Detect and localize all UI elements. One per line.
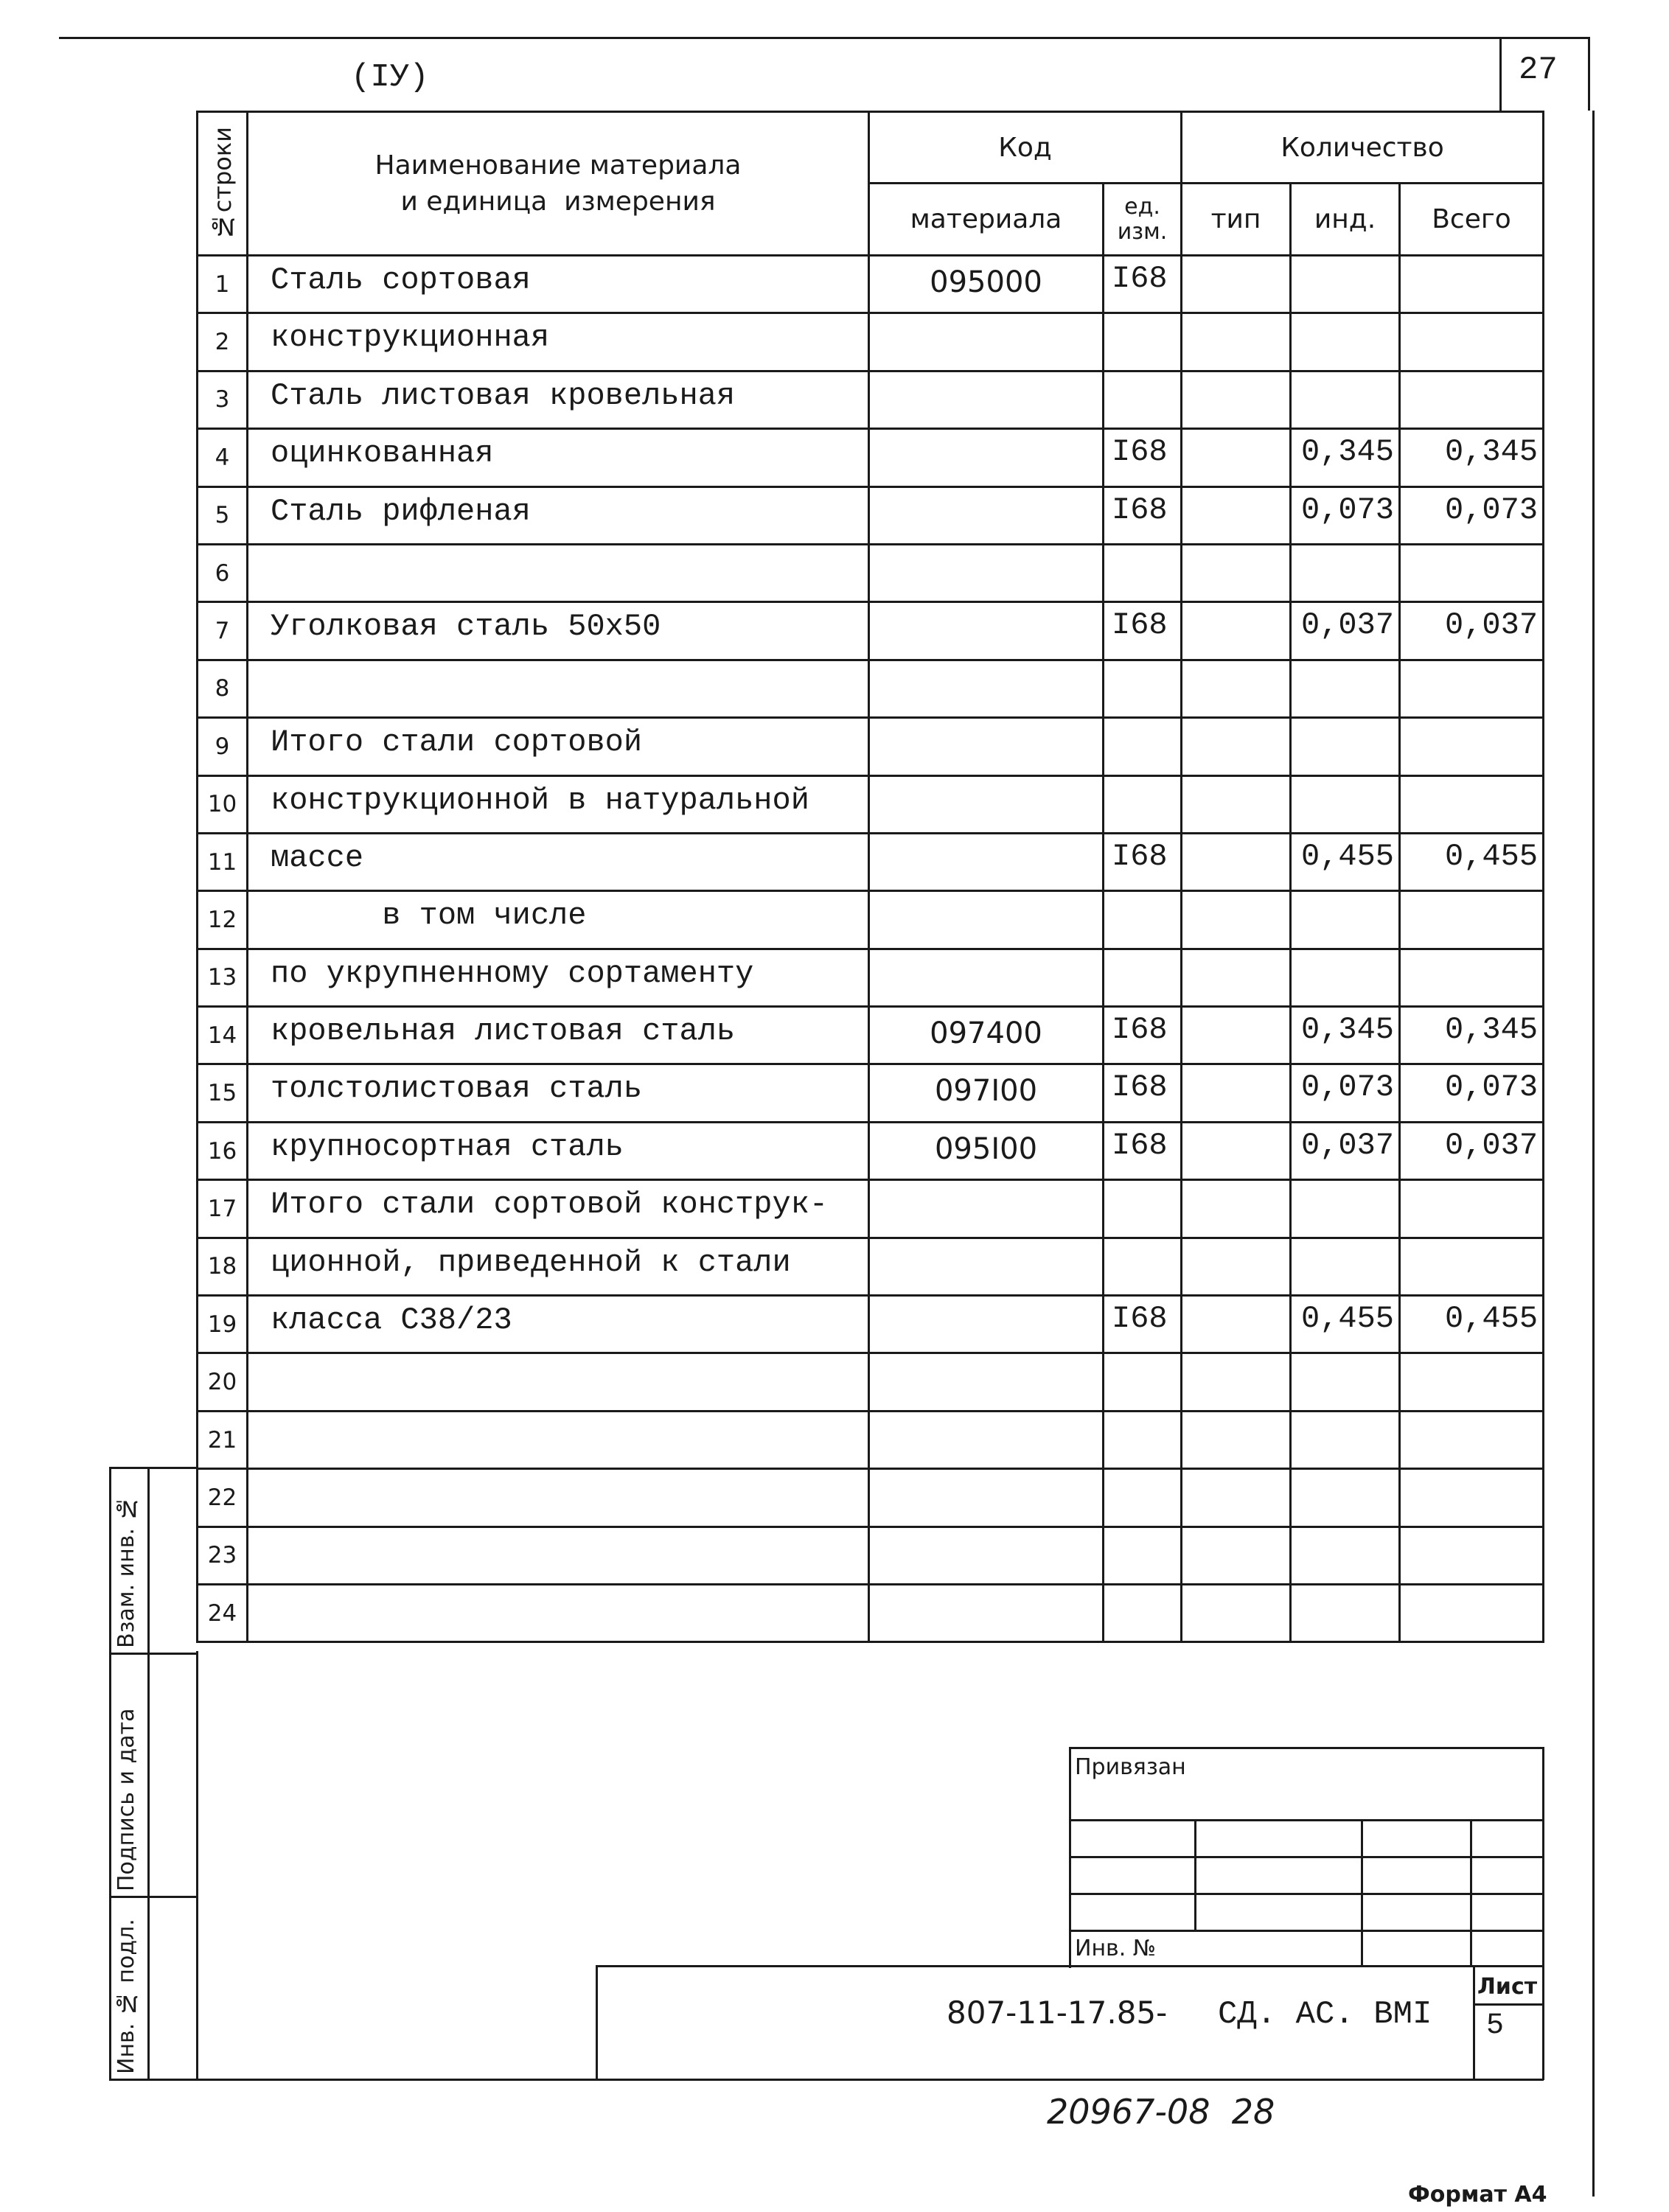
- table-row: [198, 1180, 1544, 1238]
- unit-code: I68: [1104, 486, 1182, 544]
- material-code: [869, 486, 1104, 544]
- qty-typ: [1182, 949, 1291, 1006]
- unit-code: I68: [1104, 1122, 1182, 1179]
- qty-typ: [1182, 1180, 1291, 1238]
- qty-ind: 0,345: [1291, 1007, 1400, 1064]
- material-name: ционной, приведенной к стали: [248, 1238, 869, 1295]
- qty-typ: [1182, 313, 1291, 371]
- unit-code: I68: [1104, 429, 1182, 486]
- qty-total: [1400, 1527, 1544, 1584]
- unit-code: I68: [1104, 256, 1182, 313]
- row-number: 20: [198, 1353, 248, 1411]
- material-name: Уголковая сталь 50x50: [248, 602, 869, 660]
- table-row: [198, 602, 1544, 660]
- table-row: [198, 1411, 1544, 1468]
- material-code: 097400: [869, 1007, 1104, 1064]
- qty-ind: [1291, 1411, 1400, 1468]
- qty-ind: [1291, 1469, 1400, 1527]
- stamp-col1: [1194, 1819, 1196, 1930]
- qty-total: 0,455: [1400, 1296, 1544, 1353]
- unit-code: [1104, 544, 1182, 601]
- material-name: конструкционной в натуральной: [248, 775, 869, 833]
- qty-typ: [1182, 1353, 1291, 1411]
- materials-table: [196, 111, 1544, 1643]
- material-code: [869, 1238, 1104, 1295]
- qty-total: [1400, 1353, 1544, 1411]
- qty-ind: [1291, 313, 1400, 371]
- material-code: [869, 1411, 1104, 1468]
- qty-total: [1400, 718, 1544, 775]
- qty-typ: [1182, 1584, 1291, 1641]
- row-number: 9: [198, 718, 248, 775]
- stamp-doc-code-handwritten: 807-11-17.85-: [947, 1995, 1168, 2031]
- qty-ind: 0,037: [1291, 602, 1400, 660]
- qty-ind: [1291, 775, 1400, 833]
- unit-code: [1104, 1238, 1182, 1295]
- material-name: [248, 660, 869, 717]
- row-number: 22: [198, 1469, 248, 1527]
- header-typ: тип: [1182, 184, 1291, 256]
- qty-typ: [1182, 429, 1291, 486]
- row-number: 11: [198, 833, 248, 890]
- material-code: 095000: [869, 256, 1104, 313]
- unit-code: [1104, 891, 1182, 949]
- qty-ind: [1291, 1238, 1400, 1295]
- stamp-top: [1069, 1747, 1544, 1749]
- header-name: [248, 112, 869, 256]
- material-code: [869, 544, 1104, 601]
- qty-ind: 0,073: [1291, 486, 1400, 544]
- table-body: [198, 256, 1544, 1642]
- stamp-col3: [1470, 1819, 1472, 1967]
- material-name: Итого стали сортовой: [248, 718, 869, 775]
- row-number: 16: [198, 1122, 248, 1179]
- material-name: массе: [248, 833, 869, 890]
- top-border-line: [59, 37, 1589, 39]
- row-number: 6: [198, 544, 248, 601]
- table-row: [198, 1238, 1544, 1295]
- qty-ind: 0,345: [1291, 429, 1400, 486]
- header-total: Всего: [1400, 184, 1544, 256]
- unit-code: [1104, 1411, 1182, 1468]
- qty-total: 0,073: [1400, 1064, 1544, 1122]
- qty-typ: [1182, 660, 1291, 717]
- qty-total: 0,073: [1400, 486, 1544, 544]
- table-row: [198, 891, 1544, 949]
- qty-typ: [1182, 1064, 1291, 1122]
- material-name: [248, 1353, 869, 1411]
- unit-code: [1104, 371, 1182, 428]
- side-label-vzam: Взам. инв. №: [114, 1495, 139, 1648]
- material-name: по укрупненному сортаменту: [248, 949, 869, 1006]
- material-name: [248, 1411, 869, 1468]
- page-number: 27: [1519, 52, 1558, 88]
- qty-ind: [1291, 544, 1400, 601]
- qty-typ: [1182, 833, 1291, 890]
- qty-typ: [1182, 1411, 1291, 1468]
- header-name-line2: и единица измерения: [400, 186, 716, 217]
- qty-typ: [1182, 1296, 1291, 1353]
- qty-ind: [1291, 1180, 1400, 1238]
- qty-total: [1400, 1411, 1544, 1468]
- right-border-line: [1592, 111, 1595, 2197]
- qty-total: [1400, 1238, 1544, 1295]
- qty-ind: 0,037: [1291, 1122, 1400, 1179]
- qty-ind: [1291, 1584, 1400, 1641]
- stamp-sheet-value: 5: [1486, 2009, 1505, 2042]
- header-ind: инд.: [1291, 184, 1400, 256]
- qty-typ: [1182, 256, 1291, 313]
- unit-code: [1104, 660, 1182, 717]
- qty-typ: [1182, 544, 1291, 601]
- material-name: кровельная листовая сталь: [248, 1007, 869, 1064]
- unit-code: [1104, 1469, 1182, 1527]
- row-number: 19: [198, 1296, 248, 1353]
- unit-code: I68: [1104, 833, 1182, 890]
- material-name: Сталь сортовая: [248, 256, 869, 313]
- material-code: [869, 1180, 1104, 1238]
- table-row: [198, 1584, 1544, 1641]
- qty-ind: [1291, 371, 1400, 428]
- table-row: [198, 949, 1544, 1006]
- qty-typ: [1182, 891, 1291, 949]
- side-frame-left: [109, 1467, 111, 2080]
- qty-total: [1400, 313, 1544, 371]
- unit-code: I68: [1104, 1064, 1182, 1122]
- material-code: [869, 1296, 1104, 1353]
- row-number: 2: [198, 313, 248, 371]
- qty-total: [1400, 891, 1544, 949]
- row-number: 24: [198, 1584, 248, 1641]
- row-number: 7: [198, 602, 248, 660]
- table-row: [198, 718, 1544, 775]
- qty-typ: [1182, 1527, 1291, 1584]
- header-qty-group: Количество: [1182, 112, 1544, 184]
- material-code: [869, 660, 1104, 717]
- header-row-no: [198, 112, 248, 256]
- qty-ind: 0,455: [1291, 1296, 1400, 1353]
- qty-total: 0,345: [1400, 1007, 1544, 1064]
- qty-ind: [1291, 718, 1400, 775]
- row-number: 1: [198, 256, 248, 313]
- row-number: 4: [198, 429, 248, 486]
- table-row: [198, 313, 1544, 371]
- table-row: [198, 1469, 1544, 1527]
- qty-typ: [1182, 718, 1291, 775]
- qty-ind: [1291, 949, 1400, 1006]
- qty-typ: [1182, 775, 1291, 833]
- qty-typ: [1182, 371, 1291, 428]
- material-code: 095I00: [869, 1122, 1104, 1179]
- table-row: [198, 1353, 1544, 1411]
- qty-total: 0,037: [1400, 602, 1544, 660]
- material-name: [248, 544, 869, 601]
- material-name: Итого стали сортовой конструк-: [248, 1180, 869, 1238]
- side-frame-mid: [147, 1467, 150, 2080]
- material-code: [869, 371, 1104, 428]
- side-frame-bottom: [109, 2079, 1544, 2081]
- row-number: 10: [198, 775, 248, 833]
- table-row: [198, 544, 1544, 601]
- material-code: [869, 891, 1104, 949]
- main-frame-left: [196, 1651, 198, 2080]
- qty-total: 0,345: [1400, 429, 1544, 486]
- row-number: 23: [198, 1527, 248, 1584]
- stamp-sheet-left: [1473, 1965, 1475, 2080]
- material-name: [248, 1469, 869, 1527]
- stamp-doc-code-typed: СД. АС. ВМI: [1218, 1996, 1432, 2033]
- material-code: [869, 949, 1104, 1006]
- qty-typ: [1182, 1007, 1291, 1064]
- row-number: 18: [198, 1238, 248, 1295]
- stamp-sheet-mid: [1473, 2003, 1544, 2006]
- table-row: [198, 775, 1544, 833]
- material-code: [869, 602, 1104, 660]
- unit-code: I68: [1104, 602, 1182, 660]
- unit-code: [1104, 949, 1182, 1006]
- table-row: [198, 833, 1544, 890]
- qty-ind: [1291, 256, 1400, 313]
- stamp-row4: [1069, 1930, 1544, 1932]
- qty-total: [1400, 371, 1544, 428]
- material-name: в том числе: [248, 891, 869, 949]
- side-frame-div2: [109, 1896, 196, 1898]
- stamp-row2: [1069, 1856, 1544, 1858]
- material-code: [869, 1353, 1104, 1411]
- qty-total: [1400, 1584, 1544, 1641]
- unit-code: [1104, 1584, 1182, 1641]
- qty-typ: [1182, 1469, 1291, 1527]
- unit-code: [1104, 1180, 1182, 1238]
- footer-handwritten-number: 20967-08 28: [1047, 2092, 1275, 2132]
- table-row: [198, 660, 1544, 717]
- row-number: 14: [198, 1007, 248, 1064]
- header-unit: ед. изм.: [1104, 184, 1182, 256]
- qty-total: 0,455: [1400, 833, 1544, 890]
- unit-code: [1104, 1527, 1182, 1584]
- table-row: [198, 371, 1544, 428]
- stamp-right: [1542, 1747, 1544, 2080]
- page-number-box-right: [1588, 37, 1590, 111]
- material-code: [869, 1469, 1104, 1527]
- unit-code: I68: [1104, 1007, 1182, 1064]
- table-row: [198, 486, 1544, 544]
- stamp-col2: [1361, 1819, 1363, 1967]
- stamp-main-left: [596, 1965, 598, 2080]
- table-row: [198, 429, 1544, 486]
- unit-code: [1104, 313, 1182, 371]
- qty-ind: 0,455: [1291, 833, 1400, 890]
- qty-total: [1400, 256, 1544, 313]
- side-label-inv-podl: Инв. № подл.: [114, 1919, 139, 2074]
- section-label: (IУ): [351, 59, 429, 96]
- row-number: 21: [198, 1411, 248, 1468]
- row-number: 15: [198, 1064, 248, 1122]
- qty-ind: [1291, 660, 1400, 717]
- unit-code: [1104, 1353, 1182, 1411]
- material-name: Сталь рифленая: [248, 486, 869, 544]
- qty-total: [1400, 775, 1544, 833]
- row-number: 3: [198, 371, 248, 428]
- stamp-sheet-label: Лист: [1477, 1974, 1538, 2000]
- material-code: [869, 1584, 1104, 1641]
- row-number: 12: [198, 891, 248, 949]
- material-name: класса С38/23: [248, 1296, 869, 1353]
- table-row: [198, 1007, 1544, 1064]
- table-row: [198, 1527, 1544, 1584]
- stamp-main-top: [596, 1965, 1544, 1967]
- qty-ind: [1291, 1527, 1400, 1584]
- header-material: материала: [869, 184, 1104, 256]
- stamp-inv-no: Инв. №: [1075, 1936, 1157, 1961]
- side-frame-div1: [109, 1653, 196, 1655]
- unit-code: I68: [1104, 1296, 1182, 1353]
- material-code: [869, 775, 1104, 833]
- row-number: 8: [198, 660, 248, 717]
- material-name: оцинкованная: [248, 429, 869, 486]
- qty-total: [1400, 949, 1544, 1006]
- row-number: 5: [198, 486, 248, 544]
- qty-total: 0,037: [1400, 1122, 1544, 1179]
- material-code: [869, 313, 1104, 371]
- material-name: [248, 1527, 869, 1584]
- table-row: [198, 1122, 1544, 1179]
- material-name: толстолистовая сталь: [248, 1064, 869, 1122]
- table-row: [198, 256, 1544, 313]
- material-name: крупносортная сталь: [248, 1122, 869, 1179]
- qty-total: [1400, 1469, 1544, 1527]
- header-row-no-label: №строки: [208, 126, 237, 241]
- header-code-group: Код: [869, 112, 1182, 184]
- stamp-row3: [1069, 1893, 1544, 1895]
- footer-format: Формат А4: [1408, 2182, 1547, 2208]
- table-row: [198, 1064, 1544, 1122]
- material-code: [869, 1527, 1104, 1584]
- stamp-privyazan: Привязан: [1075, 1754, 1186, 1780]
- side-label-podpis: Подпись и дата: [114, 1708, 139, 1891]
- unit-code: [1104, 718, 1182, 775]
- table-row: [198, 1296, 1544, 1353]
- qty-typ: [1182, 486, 1291, 544]
- qty-typ: [1182, 1122, 1291, 1179]
- material-name: конструкционная: [248, 313, 869, 371]
- unit-code: [1104, 775, 1182, 833]
- qty-total: [1400, 660, 1544, 717]
- qty-ind: [1291, 891, 1400, 949]
- material-code: [869, 718, 1104, 775]
- qty-total: [1400, 544, 1544, 601]
- side-frame-top: [109, 1467, 196, 1469]
- qty-typ: [1182, 1238, 1291, 1295]
- stamp-row1: [1069, 1819, 1544, 1821]
- page-number-box-left: [1499, 37, 1502, 111]
- qty-ind: [1291, 1353, 1400, 1411]
- qty-ind: 0,073: [1291, 1064, 1400, 1122]
- material-code: [869, 833, 1104, 890]
- row-number: 13: [198, 949, 248, 1006]
- material-code: [869, 429, 1104, 486]
- material-name: [248, 1584, 869, 1641]
- row-number: 17: [198, 1180, 248, 1238]
- material-name: Сталь листовая кровельная: [248, 371, 869, 428]
- material-code: 097I00: [869, 1064, 1104, 1122]
- qty-typ: [1182, 602, 1291, 660]
- header-name-line1: Наименование материала: [374, 150, 742, 181]
- qty-total: [1400, 1180, 1544, 1238]
